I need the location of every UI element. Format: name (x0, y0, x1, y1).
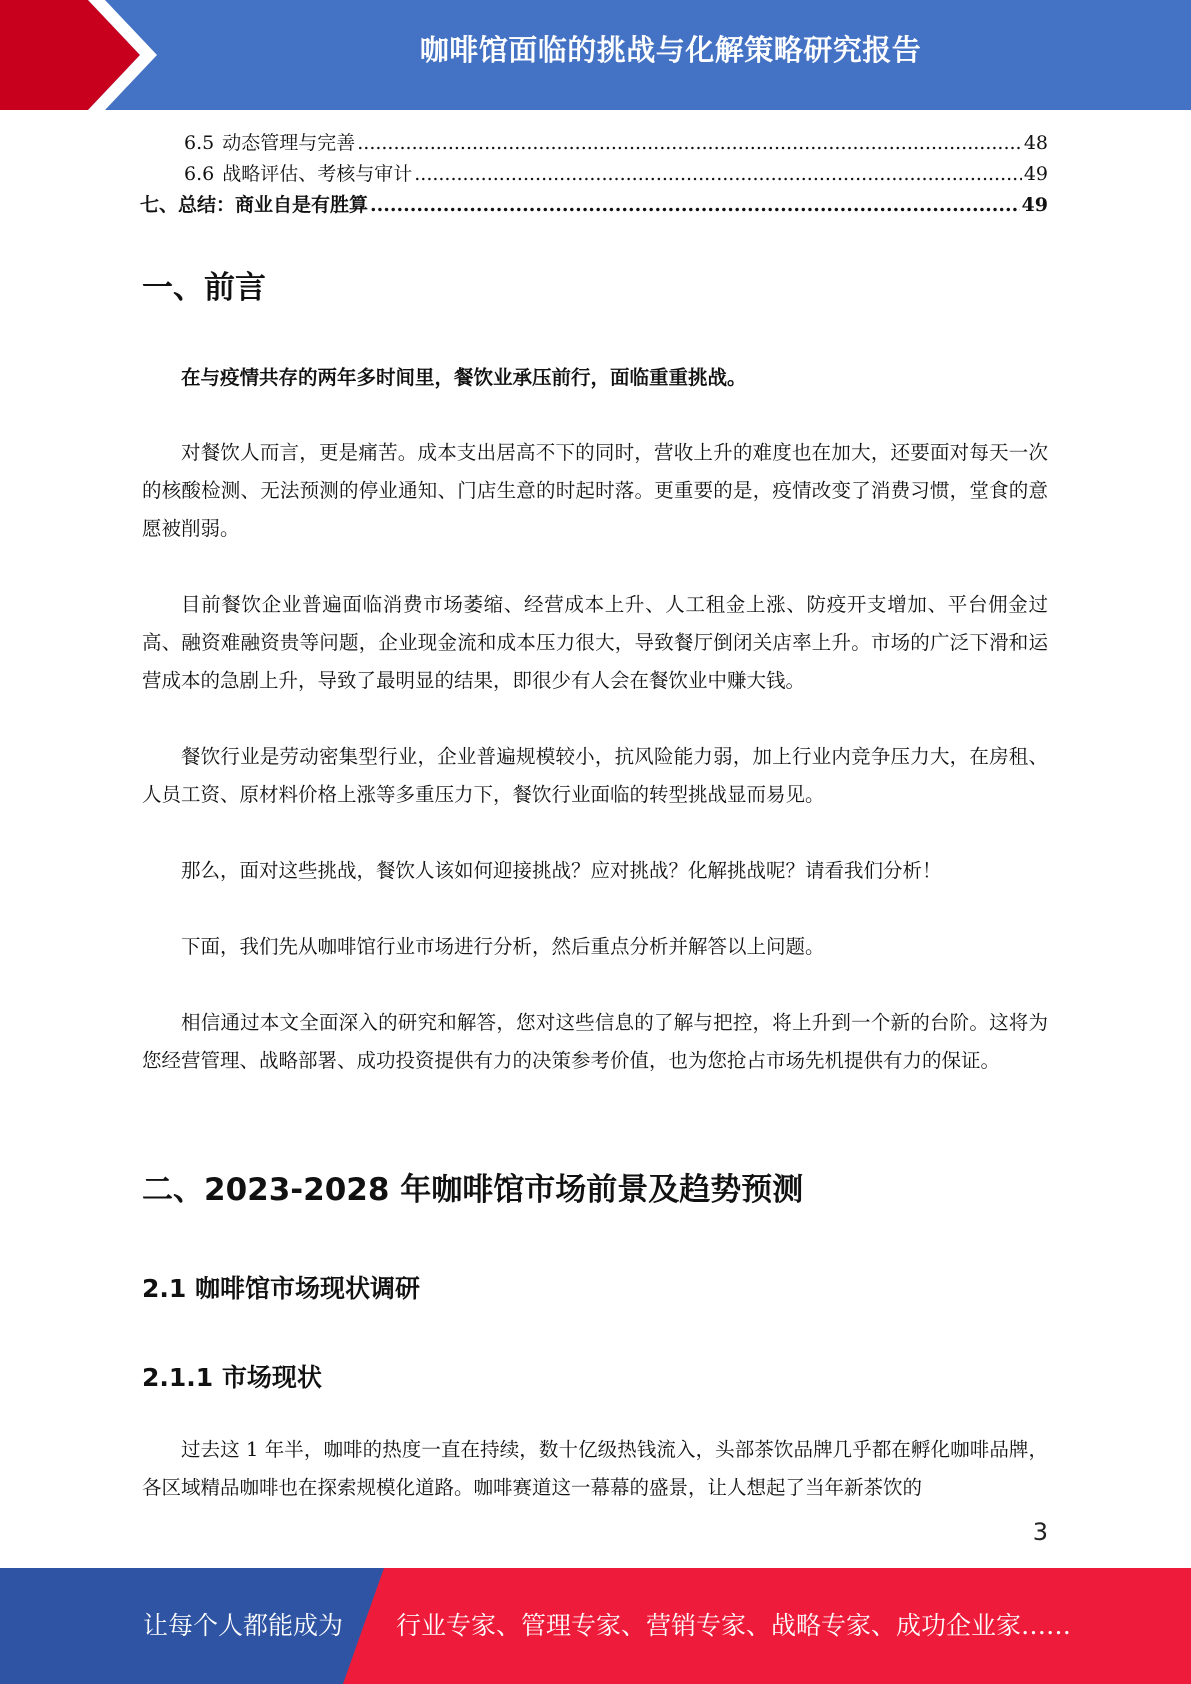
toc-leader-dots (414, 159, 1022, 189)
toc-entry-label: 七、总结：商业自是有胜算 (140, 194, 369, 216)
toc-entry-page: 49 (1023, 163, 1048, 185)
toc-entry[interactable] (140, 128, 1048, 158)
body-paragraph: 那么，面对这些挑战，餐饮人该如何迎接挑战？应对挑战？化解挑战呢？请看我们分析！ (181, 859, 942, 882)
header-red-arrow-decoration (0, 0, 170, 110)
body-paragraph: 下面，我们先从咖啡馆行业市场进行分析，然后重点分析并解答以上问题。 (181, 935, 825, 958)
toc-entry-number: 6.5 (184, 132, 215, 154)
body-paragraph: 在与疫情共存的两年多时间里，餐饮业承压前行，面临重重挑战。 (181, 366, 747, 389)
toc-leader-dots (357, 128, 1022, 158)
section-heading-preface: 一、前言 (142, 270, 266, 306)
toc-entry-label: 动态管理与完善 (222, 132, 356, 154)
body-paragraph: 对餐饮人而言，更是痛苦。成本支出居高不下的同时，营收上升的难度也在加大，还要面对每天一次的核酸检测、无法预测的停业通知、门店生意的时起时落。更重要的是，疫情改变了消费习惯，堂食的意愿被削弱。 (142, 441, 1048, 540)
subsection-heading: 2.1.1 市场现状 (142, 1363, 322, 1392)
footer-slogan-left: 让每个人都能成为 (143, 1611, 344, 1640)
toc-leader-dots (370, 190, 1020, 220)
subsection-heading: 2.1 咖啡馆市场现状调研 (142, 1274, 420, 1303)
toc-entry-label: 战略评估、考核与审计 (222, 163, 413, 185)
footer-banner (0, 1568, 1191, 1684)
toc-entry[interactable] (140, 190, 1048, 220)
toc-entry-page: 49 (1021, 194, 1048, 216)
body-paragraph: 相信通过本文全面深入的研究和解答，您对这些信息的了解与把控，将上升到一个新的台阶。这将为您经营管理、战略部署、成功投资提供有力的决策参考价值，也为您抢占市场先机提供有力的保证。 (142, 1011, 1048, 1072)
body-paragraph: 餐饮行业是劳动密集型行业，企业普遍规模较小，抗风险能力弱，加上行业内竞争压力大，在房租、人员工资、原材料价格上涨等多重压力下，餐饮行业面临的转型挑战显而易见。 (142, 745, 1048, 806)
body-paragraph: 目前餐饮企业普遍面临消费市场萎缩、经营成本上升、人工租金上涨、防疫开支增加、平台佣金过高、融资难融资贵等问题，企业现金流和成本压力很大，导致餐厅倒闭关店率上升。市场的广泛下滑和运营成本的急剧上升，导致了最明显的结果，即很少有人会在餐饮业中赚大钱。 (142, 593, 1048, 692)
page-number: 3 (1032, 1518, 1048, 1546)
body-paragraph: 过去这 1 年半，咖啡的热度一直在持续，数十亿级热钱流入，头部茶饮品牌几乎都在孵化咖啡品牌，各区域精品咖啡也在探索规模化道路。咖啡赛道这一幕幕的盛景，让人想起了当年新茶饮的 (142, 1438, 1048, 1499)
report-title: 咖啡馆面临的挑战与化解策略研究报告 (419, 33, 922, 67)
toc-entry[interactable] (140, 159, 1048, 189)
toc-entry-number: 6.6 (184, 163, 215, 185)
header-banner (0, 0, 1191, 110)
toc-entry-page: 48 (1023, 132, 1048, 154)
footer-slogan-right: 行业专家、管理专家、营销专家、战略专家、成功企业家…… (396, 1611, 1072, 1640)
section-heading-forecast: 二、2023-2028 年咖啡馆市场前景及趋势预测 (142, 1172, 804, 1208)
